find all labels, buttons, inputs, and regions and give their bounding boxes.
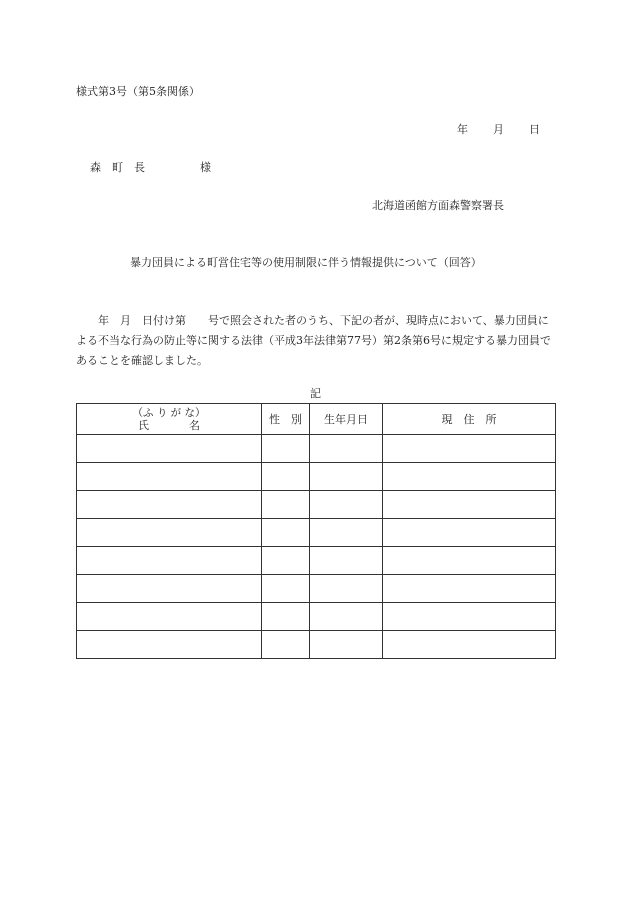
- cell-birthdate[interactable]: [310, 631, 383, 659]
- cell-name[interactable]: [77, 547, 262, 575]
- cell-address[interactable]: [383, 631, 556, 659]
- cell-gender[interactable]: [262, 463, 310, 491]
- cell-address[interactable]: [383, 491, 556, 519]
- cell-name[interactable]: [77, 519, 262, 547]
- table-header-row: [77, 404, 556, 435]
- cell-gender[interactable]: [262, 519, 310, 547]
- cell-birthdate[interactable]: [310, 575, 383, 603]
- cell-address[interactable]: [383, 603, 556, 631]
- header-address: 現 住 所: [383, 404, 556, 435]
- cell-address[interactable]: [383, 435, 556, 463]
- document-title: 暴力団員による町営住宅等の使用制限に伴う情報提供について（回答）: [130, 256, 482, 269]
- cell-name[interactable]: [77, 435, 262, 463]
- ki-label: 記: [310, 387, 321, 400]
- cell-gender[interactable]: [262, 491, 310, 519]
- header-furigana: （ふ り が な）: [132, 406, 206, 419]
- cell-birthdate[interactable]: [310, 603, 383, 631]
- person-table: [76, 403, 556, 659]
- date-year: 年: [457, 123, 468, 136]
- cell-birthdate[interactable]: [310, 463, 383, 491]
- cell-gender[interactable]: [262, 603, 310, 631]
- addressee: 森 町 長 様: [90, 161, 211, 174]
- table-row: [77, 631, 556, 659]
- cell-birthdate[interactable]: [310, 547, 383, 575]
- cell-name[interactable]: [77, 631, 262, 659]
- cell-address[interactable]: [383, 463, 556, 491]
- cell-gender[interactable]: [262, 435, 310, 463]
- cell-gender[interactable]: [262, 631, 310, 659]
- cell-address[interactable]: [383, 519, 556, 547]
- table-row: [77, 603, 556, 631]
- cell-birthdate[interactable]: [310, 491, 383, 519]
- cell-name[interactable]: [77, 463, 262, 491]
- cell-name[interactable]: [77, 603, 262, 631]
- cell-gender[interactable]: [262, 547, 310, 575]
- table-row: [77, 491, 556, 519]
- table-row: [77, 463, 556, 491]
- cell-address[interactable]: [383, 547, 556, 575]
- date-month: 月: [493, 123, 504, 136]
- cell-gender[interactable]: [262, 575, 310, 603]
- header-birthdate: 生年月日: [310, 404, 383, 435]
- sender: 北海道函館方面森警察署長: [372, 199, 504, 212]
- cell-birthdate[interactable]: [310, 435, 383, 463]
- table-row: [77, 547, 556, 575]
- cell-birthdate[interactable]: [310, 519, 383, 547]
- table-row: [77, 435, 556, 463]
- form-number: 様式第3号（第5条関係）: [76, 85, 200, 98]
- table-row: [77, 575, 556, 603]
- header-gender: 性 別: [262, 404, 310, 435]
- cell-address[interactable]: [383, 575, 556, 603]
- table-body: [77, 435, 556, 659]
- date-day: 日: [529, 123, 540, 136]
- header-name-label: 氏名: [138, 418, 240, 432]
- cell-name[interactable]: [77, 491, 262, 519]
- header-name: [77, 404, 262, 435]
- cell-name[interactable]: [77, 575, 262, 603]
- table-row: [77, 519, 556, 547]
- date-line: [457, 124, 540, 135]
- body-text: 年 月 日付け第 号で照会された者のうち、下記の者が、現時点において、暴力団員による不当な行為の防止等に関する法律（平成3年法律第77号）第2条第6号に規定する暴力団員であることを確認しました。: [76, 314, 551, 367]
